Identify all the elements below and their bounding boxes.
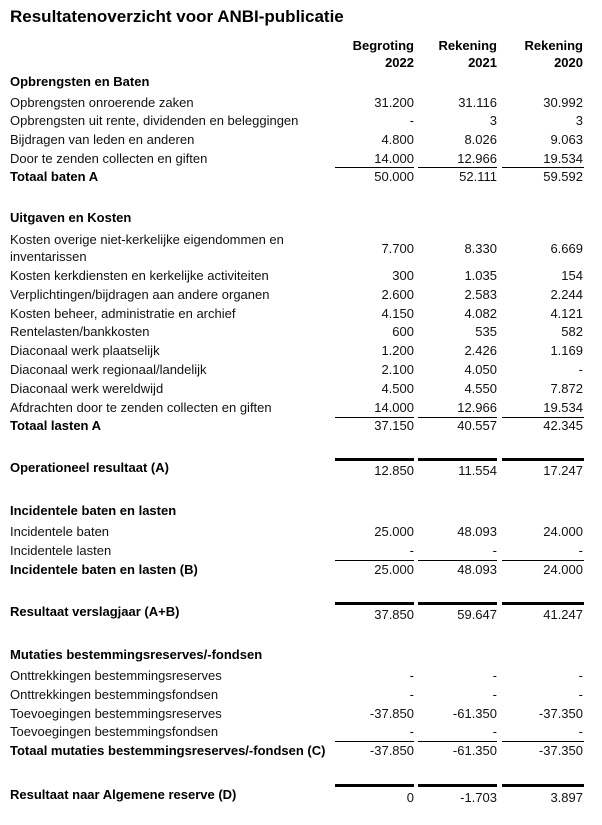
table-row [0,380,602,398]
row-label: Opbrengsten uit rente, dividenden en beleggingen [10,113,299,128]
value-begroting-2022: 12.850 [374,463,414,478]
value-rekening-2020: 9.063 [550,132,583,147]
result-row [0,786,602,804]
value-rekening-2021: 2.583 [464,287,497,302]
value-begroting-2022: 600 [392,324,414,339]
section-heading: Mutaties bestemmingsreserves/-fondsen [10,647,263,662]
row-label: Verplichtingen/bijdragen aan andere organen [10,287,270,302]
value-rekening-2021: 4.050 [464,362,497,377]
column-header-year-row [0,54,602,72]
value-begroting-2022: 14.000 [374,151,414,166]
value-rekening-2020: 59.592 [543,169,583,184]
section-heading-row [0,209,602,227]
section-heading: Uitgaven en Kosten [10,210,132,225]
result-row [0,459,602,477]
value-begroting-2022: -37.850 [369,706,414,721]
value-begroting-2022: -37.850 [369,743,414,758]
value-begroting-2022: 14.000 [374,400,414,415]
total-label: Totaal baten A [10,169,99,184]
value-begroting-2022: - [409,687,414,702]
value-begroting-2022: - [409,668,414,683]
value-rekening-2020: 24.000 [543,562,583,577]
value-rekening-2021: 3 [489,113,497,128]
table-row [0,231,602,265]
value-rekening-2020: 2.244 [550,287,583,302]
row-label: Afdrachten door te zenden collecten en giften [10,400,272,415]
value-rekening-2021: 535 [475,324,497,339]
table-row [0,705,602,723]
value-rekening-2021: 31.116 [458,95,497,110]
table-row [0,686,602,704]
value-rekening-2020: 24.000 [543,524,583,539]
value-begroting-2022: 37.850 [374,607,414,622]
value-begroting-2022: 4.150 [381,306,414,321]
value-rekening-2021: - [492,668,497,683]
value-rekening-2020: -37.350 [538,743,583,758]
page-title: Resultatenoverzicht voor ANBI-publicatie [10,7,344,26]
table-row [0,305,602,323]
value-rekening-2020: 17.247 [543,463,583,478]
column-header-year: 2020 [554,55,583,70]
value-rekening-2021: 8.026 [464,132,497,147]
total-label: Totaal lasten A [10,418,102,433]
value-rekening-2020: 41.247 [543,607,583,622]
value-rekening-2020: 4.121 [550,306,583,321]
value-begroting-2022: 50.000 [374,169,414,184]
value-begroting-2022: - [409,724,414,739]
value-rekening-2020: - [578,362,583,377]
section-heading-row [0,73,602,91]
value-rekening-2021: -1.703 [460,790,497,805]
value-rekening-2020: - [578,668,583,683]
row-label: Opbrengsten onroerende zaken [10,95,194,110]
value-begroting-2022: 25.000 [374,524,414,539]
table-row [0,399,602,417]
table-row [0,267,602,285]
table-row [0,542,602,560]
section-heading-row [0,646,602,664]
value-rekening-2020: 30.992 [543,95,583,110]
value-rekening-2021: - [492,543,497,558]
total-label: Incidentele baten en lasten (B) [10,562,198,577]
value-rekening-2021: 48.093 [457,524,497,539]
value-rekening-2021: 40.557 [457,418,497,433]
row-label: Onttrekkingen bestemmingsreserves [10,668,222,683]
table-row [0,150,602,168]
value-rekening-2021: 2.426 [464,343,497,358]
column-header-row [0,37,602,55]
value-begroting-2022: 37.150 [374,418,414,433]
row-label: Kosten overige niet-kerkelijke eigendommen en inventarissen [10,232,284,264]
value-rekening-2021: 12.966 [457,151,497,166]
section-heading: Incidentele baten en lasten [10,503,177,518]
table-row [0,667,602,685]
table-row [0,94,602,112]
result-row [0,603,602,621]
value-rekening-2021: 48.093 [457,562,497,577]
value-begroting-2022: 300 [392,268,414,283]
value-begroting-2022: - [409,113,414,128]
column-header-type: Rekening [438,38,497,53]
row-label: Diaconaal werk regionaal/landelijk [10,362,207,377]
value-rekening-2021: 1.035 [464,268,497,283]
value-rekening-2020: - [578,687,583,702]
row-label: Onttrekkingen bestemmingsfondsen [10,687,219,702]
value-rekening-2020: 7.872 [550,381,583,396]
row-label: Bijdragen van leden en anderen [10,132,195,147]
value-rekening-2020: - [578,543,583,558]
row-label: Incidentele lasten [10,543,112,558]
total-row [0,561,602,579]
total-row [0,168,602,186]
total-label: Totaal mutaties bestemmingsreserves/-fondsen (C) [10,743,326,758]
value-begroting-2022: 31.200 [374,95,414,110]
value-rekening-2021: -61.350 [452,743,497,758]
value-begroting-2022: 7.700 [381,241,414,256]
column-header-type: Begroting [352,38,414,53]
table-row [0,286,602,304]
value-rekening-2020: - [578,724,583,739]
table-row [0,342,602,360]
table-row [0,361,602,379]
table-row [0,112,602,130]
result-label: Resultaat verslagjaar (A+B) [10,604,180,619]
value-rekening-2020: 3 [575,113,583,128]
value-rekening-2021: 11.554 [458,463,497,478]
value-begroting-2022: 4.800 [381,132,414,147]
value-rekening-2020: 6.669 [550,241,583,256]
value-rekening-2021: 12.966 [457,400,497,415]
value-rekening-2020: 3.897 [550,790,583,805]
value-rekening-2021: 59.647 [457,607,497,622]
value-rekening-2021: 4.082 [464,306,497,321]
column-header-year: 2022 [385,55,414,70]
result-label: Operationeel resultaat (A) [10,460,169,475]
row-label: Kosten beheer, administratie en archief [10,306,236,321]
value-begroting-2022: 2.600 [381,287,414,302]
value-rekening-2020: 19.534 [543,400,583,415]
value-begroting-2022: 1.200 [381,343,414,358]
value-rekening-2021: -61.350 [452,706,497,721]
value-begroting-2022: 25.000 [374,562,414,577]
value-begroting-2022: 2.100 [381,362,414,377]
value-rekening-2020: 42.345 [543,418,583,433]
table-row [0,131,602,149]
row-label: Kosten kerkdiensten en kerkelijke activiteiten [10,268,269,283]
value-rekening-2020: 154 [561,268,583,283]
row-label: Incidentele baten [10,524,110,539]
table-row [0,323,602,341]
row-label: Diaconaal werk plaatselijk [10,343,160,358]
result-label: Resultaat naar Algemene reserve (D) [10,787,237,802]
row-label: Rentelasten/bankkosten [10,324,150,339]
value-rekening-2021: 8.330 [464,241,497,256]
value-begroting-2022: 4.500 [381,381,414,396]
row-label: Toevoegingen bestemmingsreserves [10,706,222,721]
row-label: Diaconaal werk wereldwijd [10,381,164,396]
value-rekening-2020: 19.534 [543,151,583,166]
total-row [0,742,602,760]
value-rekening-2020: 582 [561,324,583,339]
table-row [0,523,602,541]
table-row [0,723,602,741]
section-heading-row [0,502,602,520]
value-rekening-2020: 1.169 [550,343,583,358]
column-header-year: 2021 [468,55,497,70]
value-rekening-2020: -37.350 [538,706,583,721]
value-rekening-2021: - [492,687,497,702]
value-begroting-2022: 0 [406,790,414,805]
column-header-type: Rekening [524,38,583,53]
value-rekening-2021: - [492,724,497,739]
value-rekening-2021: 52.111 [459,169,497,184]
value-rekening-2021: 4.550 [464,381,497,396]
value-begroting-2022: - [409,543,414,558]
row-label: Door te zenden collecten en giften [10,151,208,166]
section-heading: Opbrengsten en Baten [10,74,150,89]
total-row [0,417,602,435]
row-label: Toevoegingen bestemmingsfondsen [10,724,219,739]
